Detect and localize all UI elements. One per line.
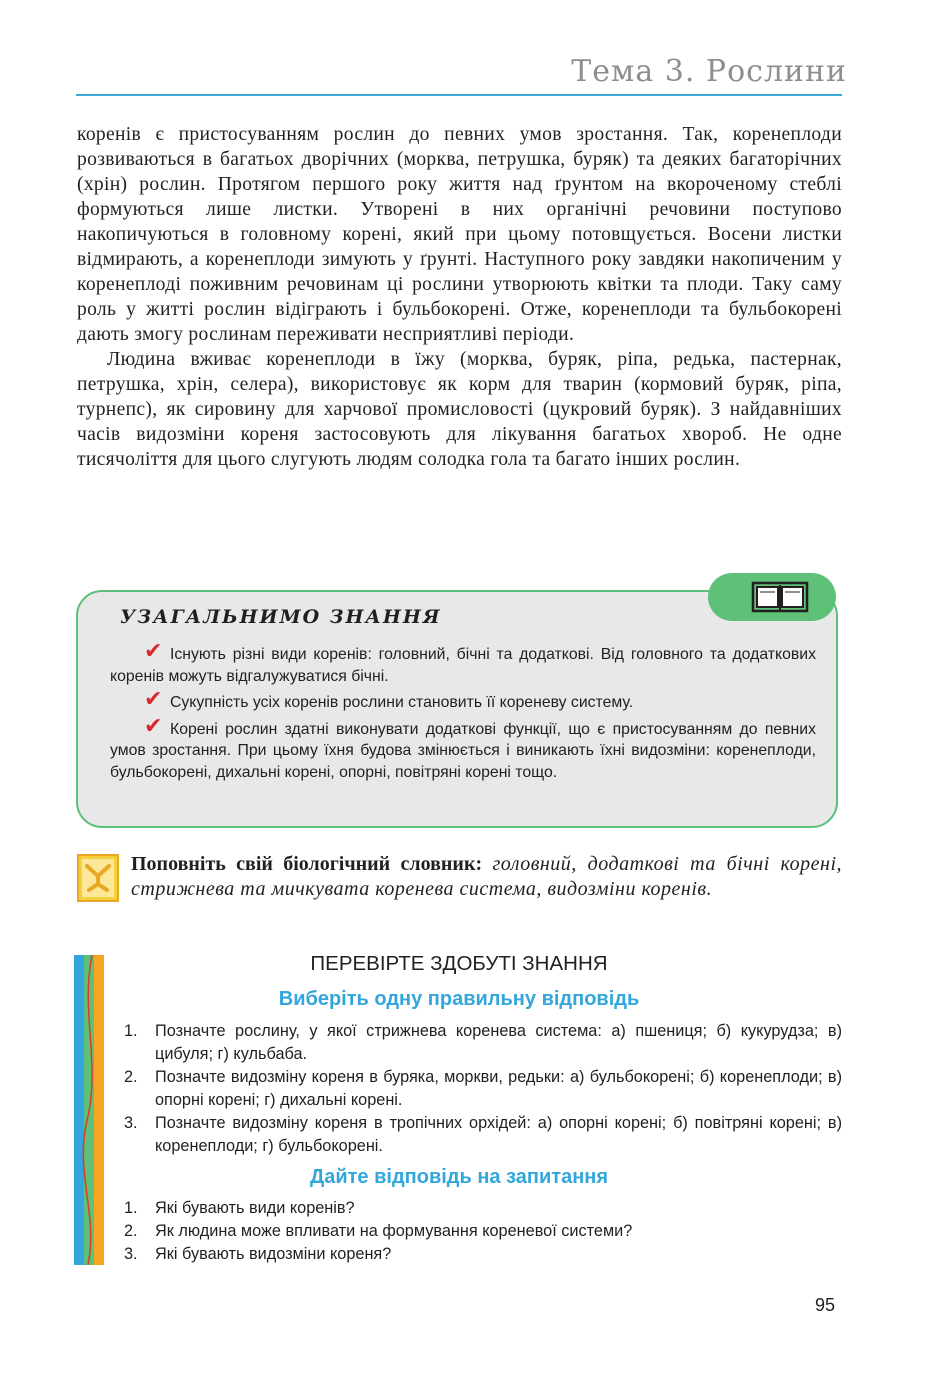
list-item: 1. Які бувають види коренів? bbox=[124, 1199, 355, 1217]
checkmark-icon: ✔ bbox=[144, 713, 163, 739]
summary-item: ✔ Корені рослин здатні виконувати додаткові функції, що є пристосуванням до певних умов зростання. При цьому їхня будова змінюється і виникають їхні видозміни: коренеплоди, бульбокорені, дихальні корені, опорні, повітряні корені тощо. bbox=[110, 713, 816, 781]
page-number: 95 bbox=[815, 1295, 836, 1315]
answer-heading: Дайте відповідь на запитання bbox=[309, 1166, 609, 1188]
summary-item: ✔ Сукупність усіх коренів рослини становить її кореневу систему. bbox=[144, 687, 634, 712]
list-item: 3. Які бувають видозміни кореня? bbox=[124, 1245, 392, 1263]
summary-item: ✔ Існують різні види коренів: головний, бічні та додаткові. Від головного та додаткових коренів можуть відгалужуватися бічні. bbox=[110, 639, 816, 685]
dictionary-icon bbox=[77, 854, 119, 902]
checkmark-icon: ✔ bbox=[144, 687, 163, 712]
book-icon bbox=[750, 580, 810, 614]
list-item: 2. Позначте видозміну кореня в буряка, моркви, редьки: а) бульбокорені; б) коренеплоди; в) опорні корені; г) дихальні корені. bbox=[124, 1068, 842, 1109]
paragraph: Людина вживає коренеплоди в їжу (морква, буряк, ріпа, редька, пастернак, петрушка, хрін, селера), використовує як корм для тварин (кормовий буряк, ріпа, турнепс), як сировину для харчової промисловості (цукровий буряк). З найдавніших часів видозміни кореня застосовують для лікування багатьох хвороб. Не одне тисячоліття для цього слугують людям солодка гола та багато інших рослин. bbox=[77, 349, 842, 470]
dictionary-terms: головний, додаткові та бічні корені, стрижнева та мичкувата коренева система, видозміни коренів. bbox=[131, 853, 842, 900]
main-text bbox=[77, 122, 842, 472]
choose-list bbox=[124, 1020, 842, 1158]
review-heading: ПЕРЕВІРТЕ ЗДОБУТІ ЗНАННЯ bbox=[310, 952, 608, 975]
list-item: 3. Позначте видозміну кореня в тропічних орхідей: а) опорні корені; б) повітряні корені; в) коренеплоди; г) бульбокорені. bbox=[124, 1114, 842, 1155]
dictionary-lead: Поповніть свій біологічний словник: bbox=[131, 853, 483, 875]
summary-title: УЗАГАЛЬНИМО ЗНАННЯ bbox=[120, 606, 442, 628]
summary-list bbox=[110, 639, 816, 788]
list-item: 2. Як людина може впливати на формування кореневої системи? bbox=[124, 1222, 633, 1240]
answer-list bbox=[124, 1197, 842, 1266]
list-item: 1. Позначте рослину, у якої стрижнева коренева система: а) пшениця; б) кукурудза; в) цибуля; г) кульбаба. bbox=[124, 1022, 842, 1063]
checkmark-icon: ✔ bbox=[144, 639, 163, 664]
header-divider bbox=[76, 94, 842, 96]
dictionary-text bbox=[131, 852, 842, 902]
paragraph: коренів є пристосуванням рослин до певних умов зростання. Так, коренеплоди розвиваються в багатьох дворічних (морква, петрушка, буряк) та деяких багаторічних (хрін) рослин. Протягом першого року життя над ґрунтом на вкороченому стеблі формуються лише листки. Утворені в них органічні речовини поступово накопичуються в головному корені, який при цьому потовщується. Восени листки відмирають, а коренеплоди зимують у ґрунті. Наступного року завдяки накопиченим у коренеплоді поживним речовинам ці рослини утворюють квітки та плоди. Таку саму роль у житті рослин відіграють і бульбокорені. Отже, коренеплоди та бульбокорені дають змогу рослинам переживати несприятливі періоди. bbox=[77, 124, 842, 345]
page-header-title: Тема 3. Рослини bbox=[571, 54, 847, 89]
choose-heading: Виберіть одну правильну відповідь bbox=[278, 988, 640, 1010]
